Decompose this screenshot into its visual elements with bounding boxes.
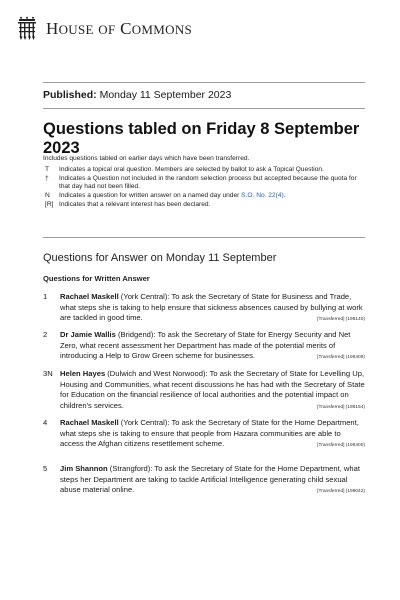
key-symbol: [R]: [45, 200, 54, 208]
member-constituency: (York Central):: [118, 418, 170, 427]
member-name: Rachael Maskell: [60, 292, 119, 301]
page-header: [16, 14, 192, 44]
published-date: Monday 11 September 2023: [99, 89, 232, 101]
question-item: [43, 330, 365, 364]
divider-top: [43, 82, 365, 83]
question-body: [60, 330, 365, 364]
key-row-quota: [43, 175, 363, 193]
key-symbol: †: [45, 174, 49, 182]
question-body: [60, 369, 365, 413]
question-text: To ask the Secretary of State for the Home Department, what steps her Department are taking to tackle Artificial Intelligence generating child sexual abuse material online.: [60, 464, 360, 495]
member-constituency: (Bridgend):: [115, 330, 156, 339]
question-reference: [Transferred] (198400): [317, 443, 365, 449]
published-label: Published:: [43, 89, 97, 101]
question-body: [60, 418, 365, 452]
intro-line: Includes questions tabled on earlier days which have been transferred.: [43, 155, 250, 162]
member-name: Rachael Maskell: [60, 418, 119, 427]
question-reference: [Transferred] (198154): [317, 404, 365, 410]
portcullis-icon: [16, 16, 38, 42]
key-symbol: N: [45, 192, 50, 200]
key-text: Indicates a topical oral question. Members are selected by ballot to ask a Topical Question.: [59, 165, 324, 173]
section-title: Questions for Answer on Monday 11 September: [43, 252, 277, 264]
member-constituency: (York Central):: [118, 292, 170, 301]
question-item: [43, 418, 365, 452]
question-text: To ask the Secretary of State for Energy Security and Net Zero, what recent assessment her Department has made of the potential merits of introducing a Help to Grow Green scheme for businesses.: [60, 330, 351, 361]
question-reference: [Transferred] (198042): [317, 489, 365, 495]
member-name: Dr Jamie Wallis: [60, 330, 116, 339]
member-name: Helen Hayes: [60, 369, 106, 378]
key-symbol: T: [45, 165, 50, 173]
question-item: [43, 292, 365, 326]
page-title: Questions tabled on Friday 8 September 2023: [43, 120, 360, 157]
question-reference: [Transferred] (198140): [317, 317, 365, 323]
question-body: [60, 464, 365, 498]
intro-block: [43, 155, 363, 210]
question-text: To ask the Secretary of State for Business and Trade, what steps she is taking to help ensure that sickness absences caused by bullying at work are tackled in good time.: [60, 292, 363, 323]
member-constituency: (Dulwich and West Norwood):: [105, 369, 208, 378]
question-text: To ask the Secretary of State for the Home Department, what steps she is taking to ensure that people from Hazara communities are able to access the Afghan citizens resettlement scheme.: [60, 418, 359, 449]
question-text: To ask the Secretary of State for Levelling Up, Housing and Communities, what recent discussions he has had with the Secretary of State for Education on the financial resilience of local authorities and the potential impact on children's services.: [60, 369, 365, 410]
question-number: 1: [43, 292, 48, 301]
key-row-interest: [43, 201, 363, 210]
house-of-commons-wordmark: HOUSE OF COMMONS: [46, 19, 193, 38]
question-item: [43, 369, 365, 413]
member-constituency: (Strangford):: [107, 464, 153, 473]
member-name: Jim Shannon: [60, 464, 108, 473]
key-row-topical: [43, 166, 363, 175]
divider-published: [43, 108, 365, 109]
divider-section: [43, 237, 365, 238]
question-number: 3N: [43, 369, 53, 378]
key-row-named-day: [43, 192, 363, 201]
question-number: 2: [43, 330, 48, 339]
published-line: [43, 89, 231, 101]
question-body: [60, 292, 365, 326]
key-text: Indicates that a relevant interest has been declared.: [59, 200, 211, 208]
question-item: [43, 464, 365, 498]
key-text: Indicates a Question not included in the random selection process but accepted because the quota for that day had not been filled.: [59, 174, 357, 191]
question-number: 5: [43, 464, 48, 473]
subheading: Questions for Written Answer: [43, 274, 150, 283]
question-reference: [Transferred] (198408): [317, 355, 365, 361]
standing-order-link[interactable]: S.O. No. 22(4): [241, 192, 284, 200]
key-text: Indicates a question for written answer on a named day under S.O. No. 22(4).: [59, 192, 286, 200]
question-number: 4: [43, 418, 48, 427]
